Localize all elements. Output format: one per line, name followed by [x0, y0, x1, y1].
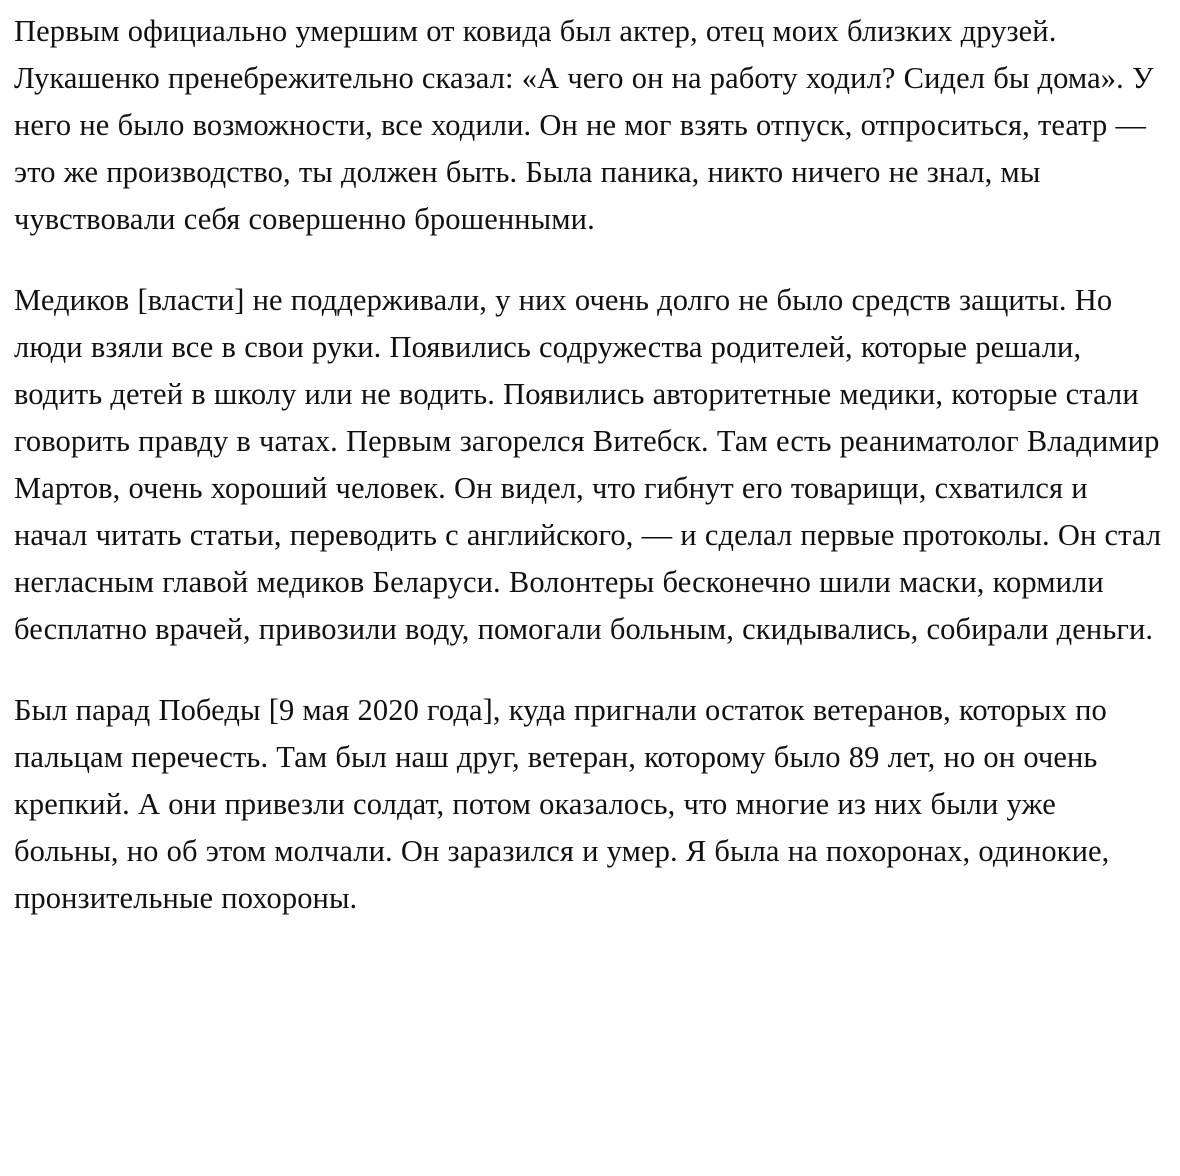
paragraph-3: Был парад Победы [9 мая 2020 года], куда пригнали остаток ветеранов, которых по пальцам перечесть. Там был наш друг, ветеран, которому было 89 лет, но он очень крепкий. А они привезли солдат, потом оказалось, что многие из них были уже больны, но об этом молчали. Он заразился и умер. Я была на похоронах, одинокие, пронзительные похороны. [14, 693, 1110, 915]
paragraph-1: Первым официально умершим от ковида был актер, отец моих близких друзей. Лукашенко пренебрежительно сказал: «А чего он на работу ходил? Сидел бы дома». У него не было возможности, все ходили. Он не мог взять отпуск, отпроситься, театр — это же производство, ты должен быть. Была паника, никто ничего не знал, мы чувствовали себя совершенно брошенными. [14, 14, 1154, 236]
paragraph-2: Медиков [власти] не поддерживали, у них очень долго не было средств защиты. Но люди взяли все в свои руки. Появились содружества родителей, которые решали, водить детей в школу или не водить. Появились авторитетные медики, которые стали говорить правду в чатах. Первым загорелся Витебск. Там есть реаниматолог Владимир Мартов, очень хороший человек. Он видел, что гибнут его товарищи, схватился и начал читать статьи, переводить с английского, — и сделал первые протоколы. Он стал негласным главой медиков Беларуси. Волонтеры бесконечно шили маски, кормили бесплатно врачей, привозили воду, помогали больным, скидывались, собирали деньги. [14, 283, 1162, 646]
